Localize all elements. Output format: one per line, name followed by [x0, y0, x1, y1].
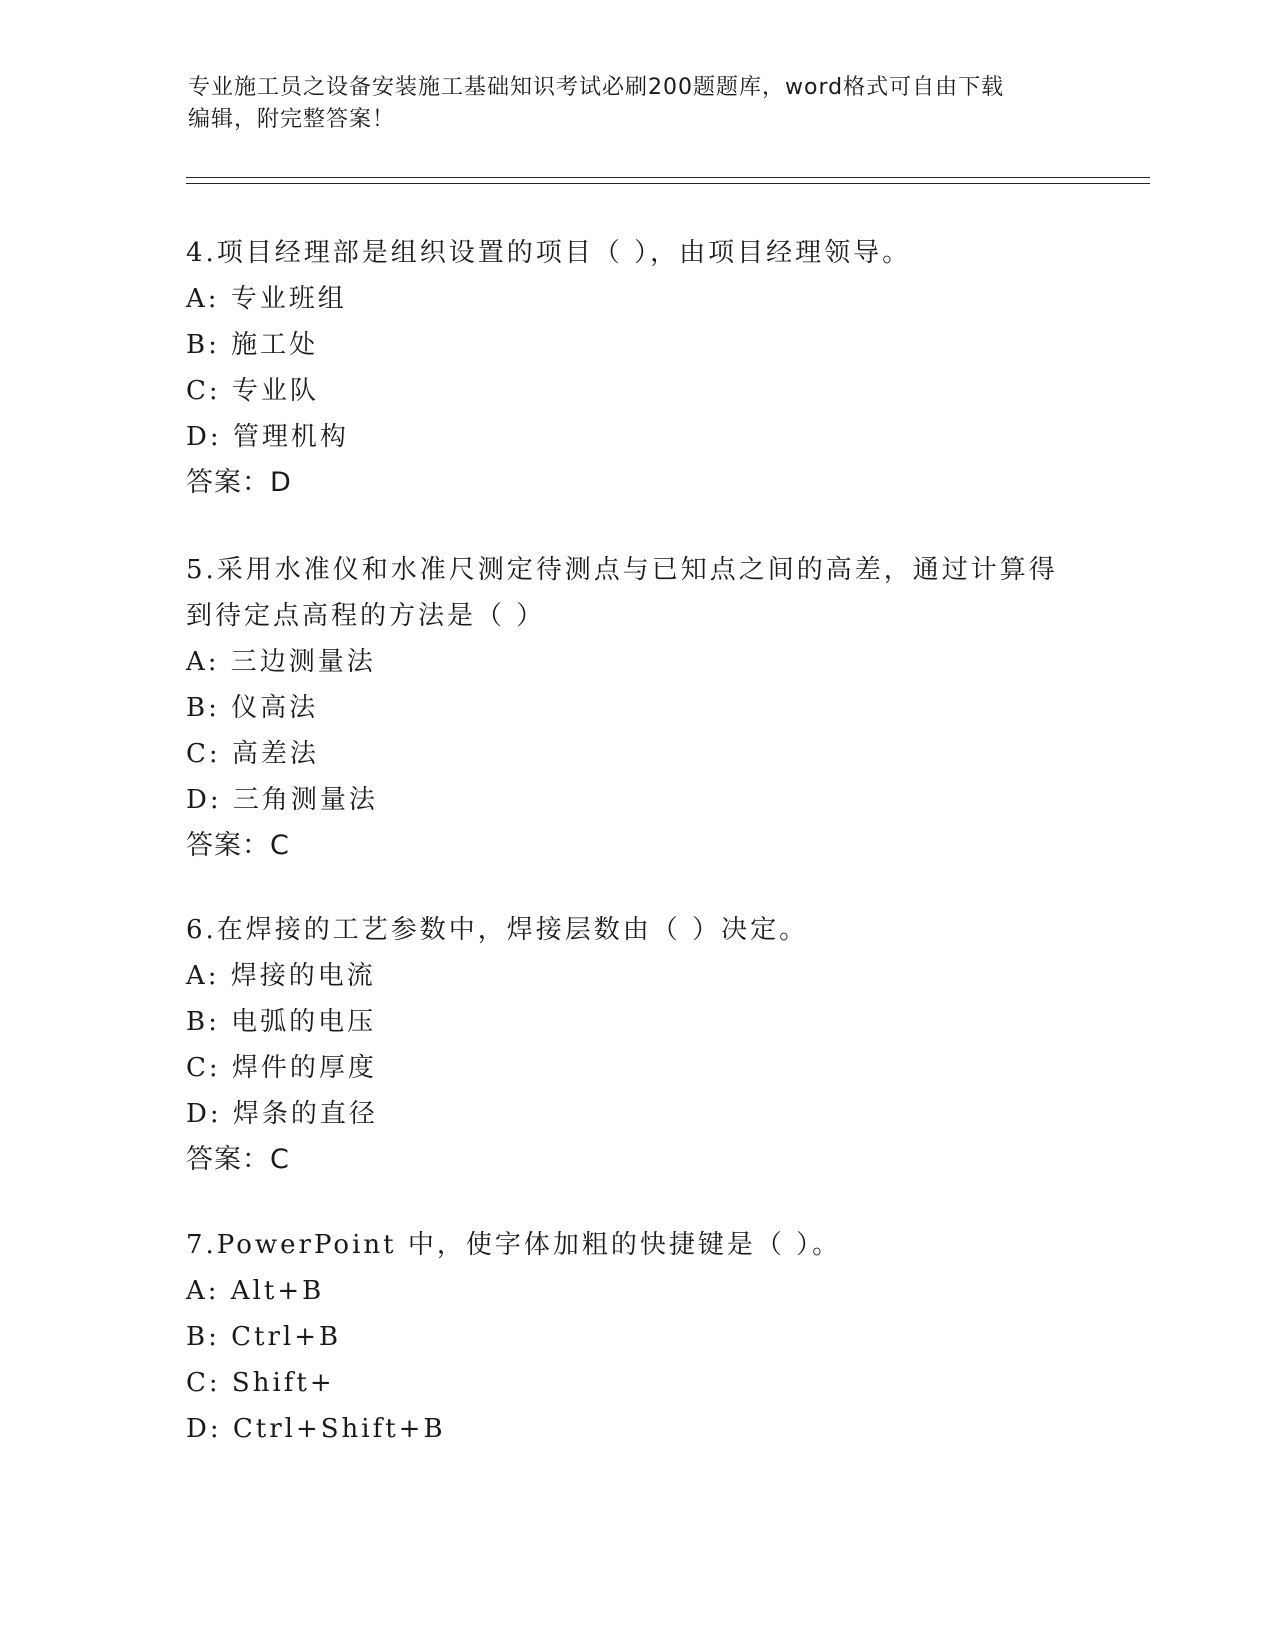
option-a: A: 焊接的电流 [186, 961, 376, 991]
option-d: D: 三角测量法 [186, 785, 378, 815]
option-a: A: 三边测量法 [186, 647, 376, 677]
header-line-1: 专业施工员之设备安装施工基础知识考试必刷200题题库，word格式可自由下载 [188, 75, 1005, 100]
option-c: C: 专业队 [186, 376, 319, 406]
option-d: D: Ctrl+Shift+B [186, 1414, 446, 1444]
header-line-2: 编辑，附完整答案！ [188, 107, 396, 132]
option-c: C: 焊件的厚度 [186, 1053, 377, 1083]
question-block-5 [186, 547, 1086, 869]
question-stem: 4.项目经理部是组织设置的项目（ ），由项目经理领导。 [186, 238, 912, 268]
question-stem: 5.采用水准仪和水准尺测定待测点与已知点之间的高差，通过计算得 到待定点高程的方法是（ ） [186, 555, 1058, 631]
option-b: B: 仪高法 [186, 693, 319, 723]
header-divider-bottom [186, 183, 1150, 184]
option-a: A: Alt+B [186, 1276, 325, 1306]
option-c: C: Shift+ [186, 1368, 335, 1398]
question-stem: 7.PowerPoint 中，使字体加粗的快捷键是（ ）。 [186, 1230, 842, 1260]
question-block-4 [186, 230, 1086, 506]
answer-label: 答案：C [186, 1144, 290, 1175]
answer-label: 答案：D [186, 467, 292, 498]
question-block-7 [186, 1222, 1086, 1452]
option-b: B: 施工处 [186, 330, 319, 360]
question-stem: 6.在焊接的工艺参数中，焊接层数由（ ）决定。 [186, 915, 809, 945]
answer-label: 答案：C [186, 830, 290, 861]
option-b: B: Ctrl+B [186, 1322, 342, 1352]
option-d: D: 管理机构 [186, 422, 349, 452]
document-header [188, 72, 1088, 136]
option-a: A: 专业班组 [186, 284, 347, 314]
header-divider-top [186, 177, 1150, 178]
option-d: D: 焊条的直径 [186, 1099, 378, 1129]
option-c: C: 高差法 [186, 739, 319, 769]
question-block-6 [186, 907, 1086, 1183]
option-b: B: 电弧的电压 [186, 1007, 377, 1037]
